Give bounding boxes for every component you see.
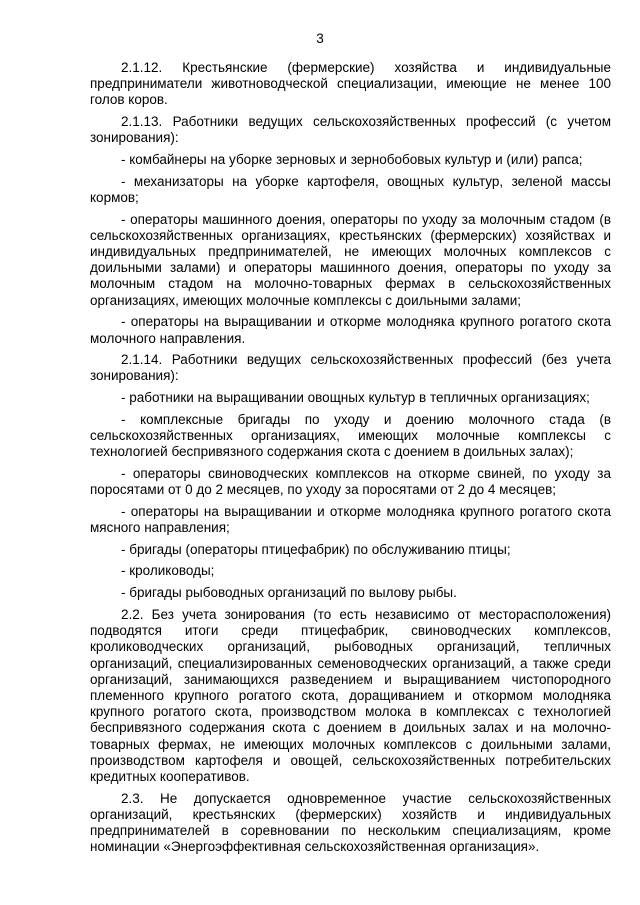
list-item-rabbit-breeders: - кролиководы; — [121, 563, 215, 579]
list-item-poultry-brigades: - бригады (операторы птицефабрик) по обслуживанию птицы; — [121, 541, 511, 557]
paragraph-2-1-13: 2.1.13. Работники ведущих сельскохозяйственных профессий (с учетом зонирования): — [90, 114, 611, 146]
list-item-greenhouse-workers: - работники на выращивании овощных культур в тепличных организациях; — [121, 390, 590, 406]
document-body — [90, 60, 611, 861]
page-number: 3 — [316, 31, 324, 46]
list-item-dairy-cattle-operators: - операторы на выращивании и откорме молодняка крупного рогатого скота молочного направления. — [90, 314, 611, 346]
list-item-milking-brigades: - комплексные бригады по уходу и доению молочного стада (в сельскохозяйственных организациях, имеющих молочные комплексы с технологией беспривязного содержания скота с доением в доильных залах); — [90, 411, 611, 460]
list-item-pig-operators: - операторы свиноводческих комплексов на откорме свиней, по уходу за поросятами от 0 до 2 месяцев, по уходу за поросятами от 2 до 4 месяцев; — [90, 465, 611, 498]
paragraph-2-3: 2.3. Не допускается одновременное участие сельскохозяйственных организаций, крестьянских (фермерских) хозяйств и индивидуальных предпринимателей в соревновании по нескольким специализациям, кроме номинации «Энергоэффективная сельскохозяйственная организация». — [90, 790, 611, 855]
list-item-machine-operators: - механизаторы на уборке картофеля, овощных культур, зеленой массы кормов; — [90, 173, 611, 205]
paragraph-2-2: 2.2. Без учета зонирования (то есть независимо от месторасположения) подводятся итоги среди птицефабрик, свиноводческих комплексов, кролиководческих организаций, рыбоводных организаций, тепличных организаций, специализированных семеноводческих организаций, а также среди организаций, занимающихся разведением и выращиванием чистопородного племенного крупного рогатого скота, доращиванием и откормом молодняка крупного рогатого скота, производством молока в комплексах с технологией беспривязного содержания скота с доением в доильных залах и на молочно-товарных фермах, не имеющих молочных комплексов с доильными залами, производством картофеля и овощей, сельскохозяйственных потребительских кредитных кооперативов. — [90, 606, 611, 784]
list-item-beef-cattle-operators: - операторы на выращивании и откорме молодняка крупного рогатого скота мясного направления; — [90, 503, 611, 536]
paragraph-2-1-12: 2.1.12. Крестьянские (фермерские) хозяйства и индивидуальные предприниматели животноводческой специализации, имеющие не менее 100 голов коров. — [90, 60, 611, 108]
list-item-fishery-brigades: - бригады рыбоводных организаций по вылову рыбы. — [121, 585, 457, 601]
list-item-milking-operators: - операторы машинного доения, операторы по уходу за молочным стадом (в сельскохозяйственных организациях, крестьянских (фермерских) хозяйствах и индивидуальных предпринимателей, не имеющих молочных комплексов с доильными залами) и операторы машинного доения, операторы по уходу за молочным стадом на молочно-товарных фермах в сельскохозяйственных организациях, имеющих молочные комплексы с доильными залами; — [90, 211, 611, 308]
list-item-combine-operators: - комбайнеры на уборке зерновых и зернобобовых культур и (или) рапса; — [121, 152, 583, 168]
paragraph-2-1-14: 2.1.14. Работники ведущих сельскохозяйственных профессий (без учета зонирования): — [90, 352, 611, 384]
